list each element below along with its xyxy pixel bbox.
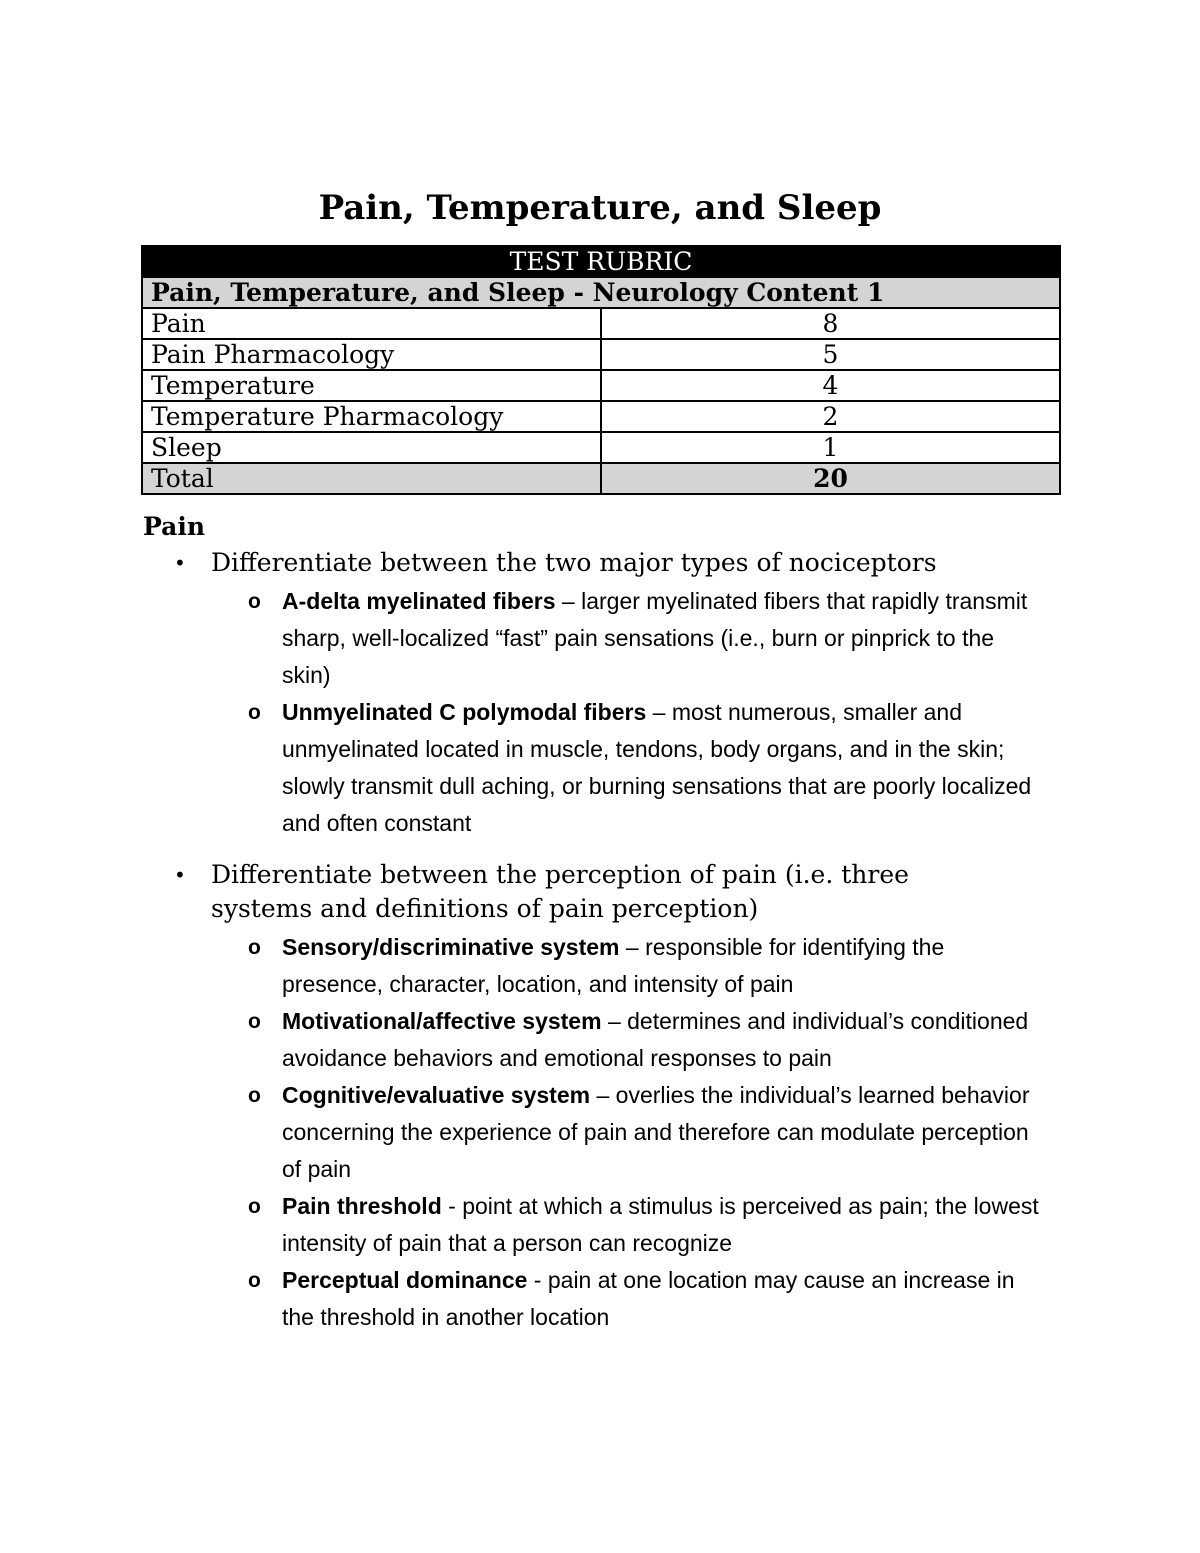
sub-item-term: Sensory/discriminative system <box>282 934 620 960</box>
rubric-row <box>142 370 1060 401</box>
sub-item-description: - pain at one location may cause an increase in the threshold in another location <box>282 1267 1015 1330</box>
sub-item-description: – responsible for identifying the presence, character, location, and intensity of pain <box>282 934 945 997</box>
sub-item-text <box>282 1003 1047 1077</box>
rubric-count: 8 <box>601 308 1060 339</box>
sub-marker: o <box>248 701 261 724</box>
rubric-topic: Pain Pharmacology <box>142 339 601 370</box>
rubric-header-row <box>142 246 1060 277</box>
sub-item-term: Cognitive/evaluative system <box>282 1082 591 1108</box>
rubric-subheader: Pain, Temperature, and Sleep - Neurology Content 1 <box>142 277 1060 308</box>
sub-item-description: – larger myelinated fibers that rapidly transmit sharp, well-localized “fast” pain sensations (i.e., burn or pinprick to the skin) <box>282 588 1028 688</box>
sub-item <box>0 929 1200 1003</box>
sub-item <box>0 1188 1200 1262</box>
sub-list <box>0 929 1200 1336</box>
sub-item-text <box>282 1188 1047 1262</box>
rubric-total-label: Total <box>142 463 601 494</box>
sub-item-description: – determines and individual’s conditioned avoidance behaviors and emotional responses to pain <box>282 1008 1029 1071</box>
rubric-total-value: 20 <box>601 463 1060 494</box>
sub-item <box>0 583 1200 694</box>
sub-item-text <box>282 1077 1047 1188</box>
rubric-total-row <box>142 463 1060 494</box>
rubric-row <box>142 432 1060 463</box>
sub-marker: o <box>248 1269 261 1292</box>
bullet-marker: • <box>174 863 186 887</box>
sub-item-description: - point at which a stimulus is perceived as pain; the lowest intensity of pain that a person can recognize <box>282 1193 1039 1256</box>
objectives-outline <box>0 546 1200 1336</box>
sub-item-term: Perceptual dominance <box>282 1267 528 1293</box>
objective-text: Differentiate between the perception of pain (i.e. three systems and definitions of pain perception) <box>211 860 909 923</box>
sub-marker: o <box>248 1195 261 1218</box>
page-title: Pain, Temperature, and Sleep <box>318 188 882 228</box>
sub-item-term: A-delta myelinated fibers <box>282 588 556 614</box>
rubric-row <box>142 339 1060 370</box>
sub-item-text <box>282 583 1047 694</box>
sub-item <box>0 1262 1200 1336</box>
rubric-subheader-row <box>142 277 1060 308</box>
sub-item <box>0 1077 1200 1188</box>
rubric-topic: Pain <box>142 308 601 339</box>
sub-item <box>0 694 1200 842</box>
section-heading: Pain <box>143 512 205 541</box>
sub-marker: o <box>248 1010 261 1033</box>
sub-item-text <box>282 694 1047 842</box>
rubric-header: TEST RUBRIC <box>142 246 1060 277</box>
rubric-topic: Temperature <box>142 370 601 401</box>
sub-item-term: Pain threshold <box>282 1193 442 1219</box>
sub-item-term: Motivational/affective system <box>282 1008 602 1034</box>
test-rubric-table <box>141 245 1061 495</box>
objective-text: Differentiate between the two major types of nociceptors <box>211 548 937 577</box>
sub-list <box>0 583 1200 842</box>
sub-item-text <box>282 929 1047 1003</box>
sub-marker: o <box>248 590 261 613</box>
sub-item-text <box>282 1262 1047 1336</box>
rubric-row <box>142 401 1060 432</box>
objective-bullet <box>0 858 1200 1336</box>
rubric-count: 5 <box>601 339 1060 370</box>
rubric-topic: Sleep <box>142 432 601 463</box>
sub-marker: o <box>248 1084 261 1107</box>
bullet-marker: • <box>174 551 186 575</box>
rubric-count: 2 <box>601 401 1060 432</box>
sub-item <box>0 1003 1200 1077</box>
rubric-row <box>142 308 1060 339</box>
sub-marker: o <box>248 936 261 959</box>
rubric-count: 4 <box>601 370 1060 401</box>
rubric-count: 1 <box>601 432 1060 463</box>
sub-item-description: – overlies the individual’s learned behavior concerning the experience of pain and therefore can modulate perception of pain <box>282 1082 1030 1182</box>
sub-item-description: – most numerous, smaller and unmyelinated located in muscle, tendons, body organs, and in the skin; slowly transmit dull aching, or burning sensations that are poorly localized and often constant <box>282 699 1032 836</box>
rubric-topic: Temperature Pharmacology <box>142 401 601 432</box>
objective-bullet <box>0 546 1200 842</box>
sub-item-term: Unmyelinated C polymodal fibers <box>282 699 647 725</box>
